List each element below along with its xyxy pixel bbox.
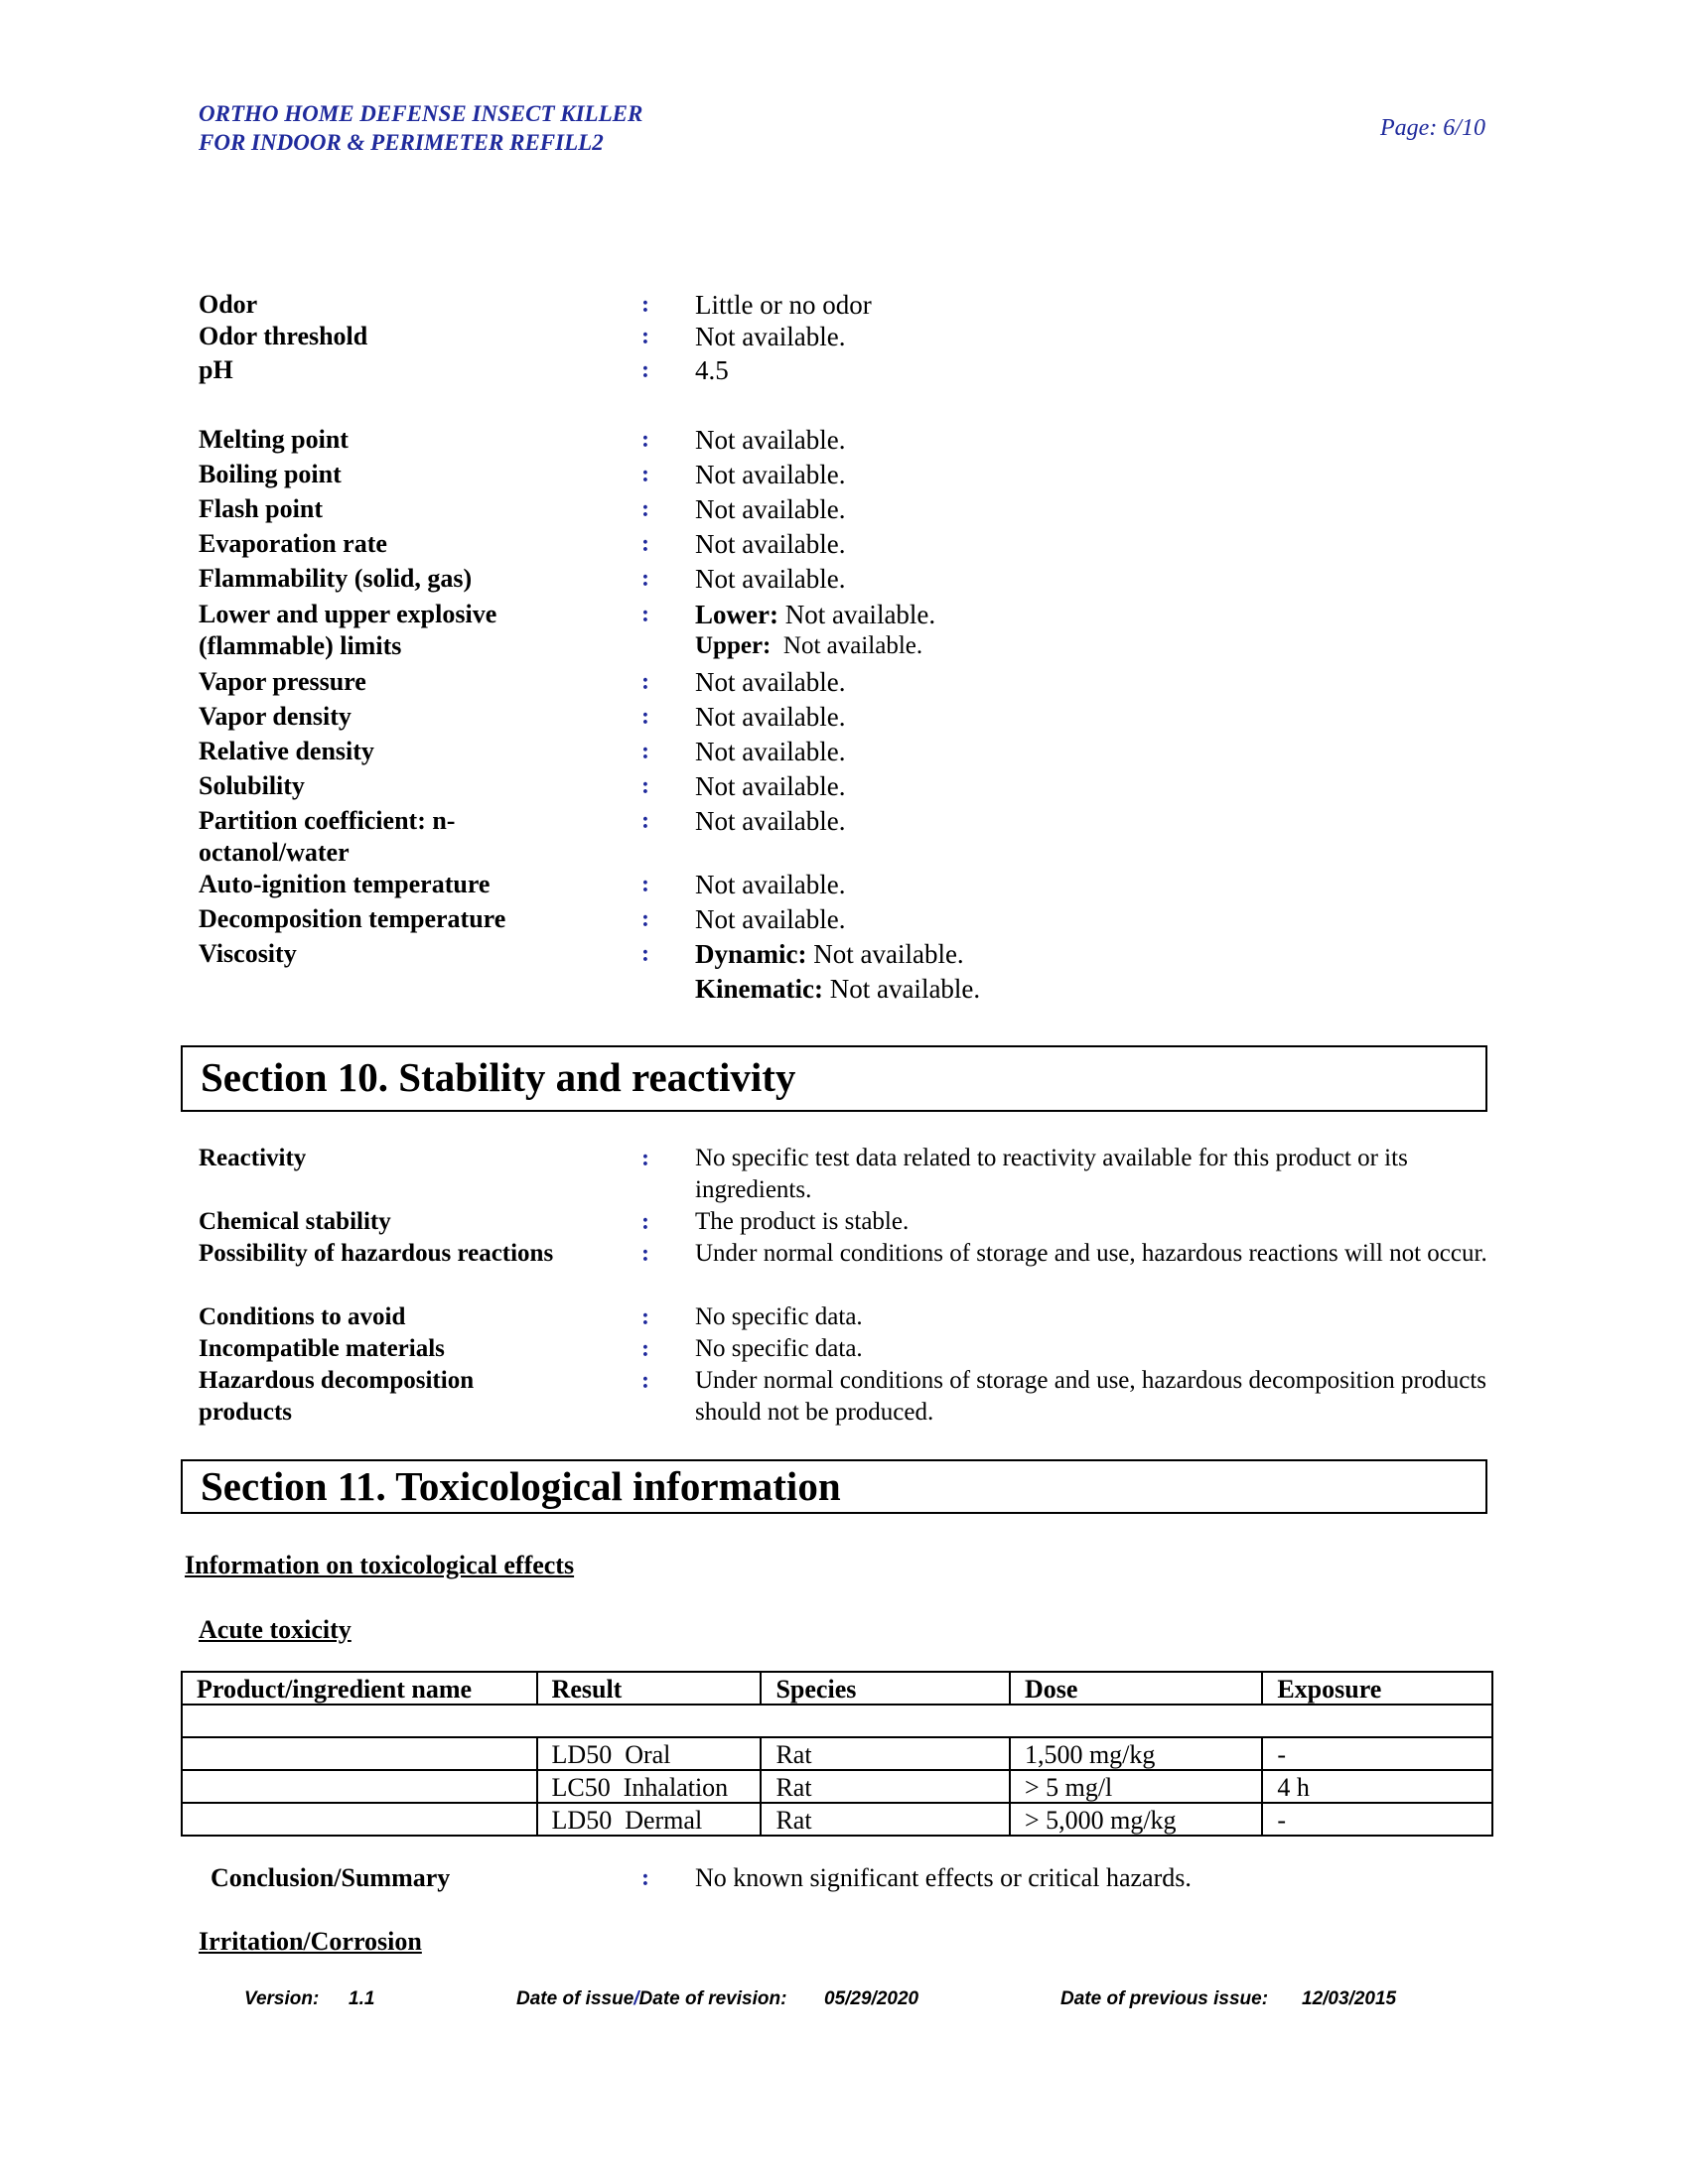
issue-label-b: Date of revision: <box>638 1988 787 2009</box>
row-colon: : <box>641 1241 649 1267</box>
row-value: The product is stable. <box>695 1208 910 1235</box>
row-value: Under normal conditions of storage and use, hazardous decomposition products should not be produced. <box>695 1367 1487 1426</box>
property-colon: : <box>641 324 649 349</box>
column-header: Dose <box>1010 1672 1262 1705</box>
conclusion-label: Conclusion/Summary <box>211 1863 451 1892</box>
table-cell <box>182 1770 537 1803</box>
table-cell: - <box>1262 1803 1492 1836</box>
row-value: Under normal conditions of storage and use, hazardous reactions will not occur. <box>695 1240 1487 1267</box>
row-label: Hazardous decomposition products <box>199 1367 475 1426</box>
table-row <box>182 1737 1492 1770</box>
property-colon: : <box>641 739 649 764</box>
section-11-header <box>181 1459 1487 1514</box>
property-colon: : <box>641 808 649 834</box>
row-label: Incompatible materials <box>199 1335 445 1362</box>
document-title <box>199 99 642 157</box>
property-colon: : <box>641 531 649 557</box>
property-colon: : <box>641 669 649 695</box>
property-row <box>199 563 1489 597</box>
property-label: Odor threshold <box>199 322 368 350</box>
property-label: Melting point <box>199 425 349 454</box>
property-value: Not available. <box>695 494 846 524</box>
property-row <box>199 666 1489 700</box>
property-value: Not available. <box>695 870 846 899</box>
issue-date-label <box>516 1988 786 2010</box>
issue-date-value: 05/29/2020 <box>824 1988 919 2009</box>
table-header-row <box>182 1672 1492 1705</box>
table-cell: Rat <box>761 1803 1009 1836</box>
table-cell: Rat <box>761 1737 1009 1770</box>
property-label: Flash point <box>199 494 323 523</box>
property-colon: : <box>641 496 649 522</box>
document-title-line2: FOR INDOOR & PERIMETER REFILL2 <box>199 130 604 155</box>
property-label: Vapor pressure <box>199 667 366 696</box>
table-cell: Rat <box>761 1770 1009 1803</box>
section-10-title: Section 10. Stability and reactivity <box>201 1054 796 1100</box>
row-colon: : <box>641 1146 649 1171</box>
property-colon: : <box>641 872 649 897</box>
page-number: Page: 6/10 <box>1380 115 1485 141</box>
property-value: Not available. <box>695 771 846 801</box>
property-label: pH <box>199 355 233 384</box>
table-cell <box>182 1803 537 1836</box>
property-colon: : <box>641 427 649 453</box>
property-label: Flammability (solid, gas) <box>199 564 473 593</box>
row-colon: : <box>641 1304 649 1330</box>
property-colon: : <box>641 906 649 932</box>
property-colon: : <box>641 357 649 383</box>
row-label: Reactivity <box>199 1145 307 1171</box>
table-row <box>182 1770 1492 1803</box>
section-10-header <box>181 1045 1487 1112</box>
table-cell: LD50 Dermal <box>537 1803 762 1836</box>
property-label: Decomposition temperature <box>199 904 506 933</box>
property-label-line2: octanol/water <box>199 838 350 867</box>
property-value: Not available. <box>695 702 846 732</box>
property-label <box>199 805 635 869</box>
property-row <box>199 805 1489 869</box>
row-value: No specific data. <box>695 1335 863 1362</box>
property-row <box>199 289 1489 323</box>
row-value: No specific test data related to reactivity available for this product or its ingredients. <box>695 1145 1408 1203</box>
property-colon: : <box>641 566 649 592</box>
property-colon: : <box>641 602 649 627</box>
kinematic-value: Not available. <box>829 974 981 1004</box>
version-label: Version: <box>244 1988 320 2009</box>
property-value <box>695 599 935 662</box>
acute-toxicity-heading: Acute toxicity <box>199 1615 352 1644</box>
kinematic-label: Kinematic: <box>695 974 823 1004</box>
property-value <box>695 938 980 1005</box>
table-cell: 4 h <box>1262 1770 1492 1803</box>
property-row <box>199 869 1489 902</box>
property-row <box>199 424 1489 458</box>
column-header: Exposure <box>1262 1672 1492 1705</box>
column-header: Result <box>537 1672 762 1705</box>
lower-value: Not available. <box>784 600 936 629</box>
table-cell: 1,500 mg/kg <box>1010 1737 1262 1770</box>
row-label: Conditions to avoid <box>199 1303 406 1330</box>
property-label <box>199 599 635 662</box>
info-toxicological-heading: Information on toxicological effects <box>185 1551 575 1579</box>
property-label-line2: (flammable) limits <box>199 631 402 660</box>
property-value: 4.5 <box>695 355 729 385</box>
section-11-title: Section 11. Toxicological information <box>201 1463 841 1509</box>
property-row <box>199 528 1489 562</box>
property-colon: : <box>641 462 649 487</box>
row-value: No specific data. <box>695 1303 863 1330</box>
property-label: Auto-ignition temperature <box>199 870 491 898</box>
property-label: Relative density <box>199 737 374 765</box>
property-colon: : <box>641 292 649 318</box>
previous-issue-label: Date of previous issue: <box>1060 1988 1269 2009</box>
property-label-line1: Partition coefficient: n- <box>199 806 456 835</box>
column-header: Product/ingredient name <box>182 1672 537 1705</box>
acute-toxicity-table <box>181 1671 1493 1837</box>
issue-slash: / <box>633 1988 639 2009</box>
table-cell: - <box>1262 1737 1492 1770</box>
table-row <box>182 1803 1492 1836</box>
property-label: Odor <box>199 290 258 319</box>
property-label: Vapor density <box>199 702 352 731</box>
column-header: Species <box>761 1672 1009 1705</box>
lower-label: Lower: <box>695 600 778 629</box>
property-row <box>199 599 1489 662</box>
table-spacer-row <box>182 1705 1492 1737</box>
property-label: Evaporation rate <box>199 529 387 558</box>
property-label-line1: Lower and upper explosive <box>199 600 497 628</box>
row-colon: : <box>641 1209 649 1235</box>
issue-label-a: Date of issue <box>516 1988 634 2009</box>
property-value: Not available. <box>695 425 846 455</box>
property-colon: : <box>641 704 649 730</box>
conclusion-colon: : <box>641 1865 649 1891</box>
property-value: Not available. <box>695 322 846 351</box>
property-value: Not available. <box>695 564 846 594</box>
property-colon: : <box>641 773 649 799</box>
upper-value: Not available. <box>782 632 923 659</box>
table-cell: > 5 mg/l <box>1010 1770 1262 1803</box>
property-row <box>199 938 1489 1004</box>
property-row <box>199 321 1489 354</box>
table-cell <box>182 1737 537 1770</box>
conclusion-value: No known significant effects or critical hazards. <box>695 1863 1192 1892</box>
property-label: Viscosity <box>199 939 297 968</box>
property-row <box>199 459 1489 492</box>
table-cell: > 5,000 mg/kg <box>1010 1803 1262 1836</box>
property-value: Little or no odor <box>695 290 872 320</box>
property-row <box>199 770 1489 804</box>
property-row <box>199 701 1489 735</box>
property-label: Solubility <box>199 771 305 800</box>
version-value: 1.1 <box>349 1988 375 2009</box>
table-cell: LC50 Inhalation <box>537 1770 762 1803</box>
table-cell: LD50 Oral <box>537 1737 762 1770</box>
dynamic-value: Not available. <box>813 939 964 969</box>
previous-issue-value: 12/03/2015 <box>1302 1988 1397 2009</box>
property-row <box>199 354 1489 388</box>
upper-label: Upper: <box>695 632 772 659</box>
property-row <box>199 903 1489 937</box>
document-title-line1: ORTHO HOME DEFENSE INSECT KILLER <box>199 101 643 126</box>
property-row <box>199 736 1489 769</box>
property-value: Not available. <box>695 737 846 766</box>
property-colon: : <box>641 941 649 967</box>
property-value: Not available. <box>695 667 846 697</box>
irritation-corrosion-heading: Irritation/Corrosion <box>199 1927 422 1956</box>
property-value: Not available. <box>695 529 846 559</box>
row-label: Possibility of hazardous reactions <box>199 1240 554 1267</box>
property-value: Not available. <box>695 460 846 489</box>
property-row <box>199 493 1489 527</box>
dynamic-label: Dynamic: <box>695 939 807 969</box>
property-label: Boiling point <box>199 460 342 488</box>
row-colon: : <box>641 1336 649 1362</box>
row-colon: : <box>641 1368 649 1394</box>
row-label: Chemical stability <box>199 1208 391 1235</box>
property-value: Not available. <box>695 806 846 836</box>
property-value: Not available. <box>695 904 846 934</box>
